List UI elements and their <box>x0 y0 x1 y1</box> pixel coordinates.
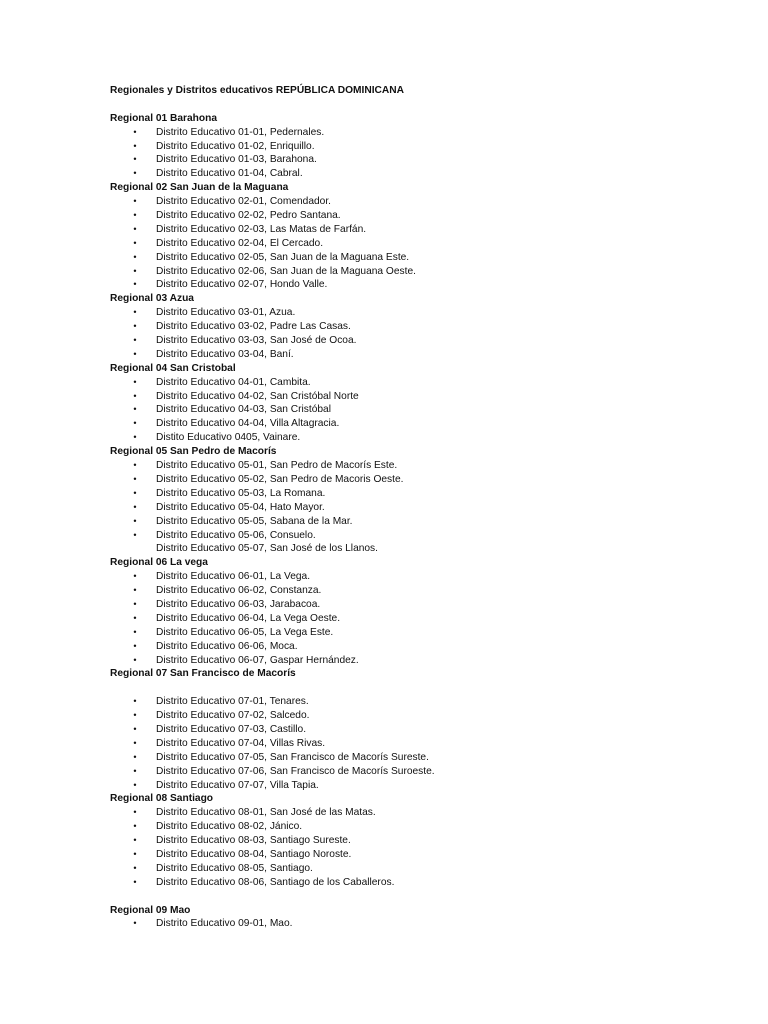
district-text: Distrito Educativo 05-03, La Romana. <box>156 487 326 499</box>
district-text: Distrito Educativo 02-06, San Juan de la Maguana Oeste. <box>156 265 416 277</box>
region-heading: Regional 03 Azua <box>110 293 194 305</box>
bullet-icon: • <box>133 779 137 790</box>
district-item <box>110 348 730 362</box>
district-item <box>110 695 730 709</box>
bullet-icon: • <box>133 404 137 415</box>
bullet-icon: • <box>133 529 137 540</box>
district-item <box>110 417 730 431</box>
bullet-icon: • <box>133 237 137 248</box>
district-item <box>110 195 730 209</box>
district-item <box>110 529 730 543</box>
district-item <box>110 487 730 501</box>
district-item <box>110 278 730 292</box>
district-item <box>110 612 730 626</box>
bullet-icon: • <box>133 737 137 748</box>
district-text: Distrito Educativo 06-05, La Vega Este. <box>156 626 334 638</box>
bullet-icon: • <box>133 460 137 471</box>
district-item <box>110 431 730 445</box>
district-text: Distrito Educativo 03-01, Azua. <box>156 307 296 319</box>
district-item <box>110 140 730 154</box>
district-text: Distrito Educativo 07-05, San Francisco de Macorís Sureste. <box>156 751 429 763</box>
bullet-icon: • <box>133 723 137 734</box>
bullet-icon: • <box>133 835 137 846</box>
district-text: Distrito Educativo 05-07, San José de los Llanos. <box>156 543 378 555</box>
bullet-icon: • <box>133 321 137 332</box>
district-item <box>110 167 730 181</box>
district-text: Distrito Educativo 08-05, Santiago. <box>156 862 313 874</box>
district-item <box>110 542 730 556</box>
bullet-icon: • <box>133 821 137 832</box>
district-text: Distrito Educativo 07-06, San Francisco de Macorís Suroeste. <box>156 765 435 777</box>
district-text: Distrito Educativo 02-04, El Cercado. <box>156 237 324 249</box>
region-heading: Regional 06 La vega <box>110 557 208 569</box>
district-item <box>110 862 730 876</box>
district-item <box>110 779 730 793</box>
bullet-icon: • <box>133 626 137 637</box>
district-text: Distrito Educativo 05-04, Hato Mayor. <box>156 501 325 513</box>
district-text: Distrito Educativo 03-04, Baní. <box>156 348 294 360</box>
bullet-icon: • <box>133 862 137 873</box>
district-item <box>110 765 730 779</box>
district-text: Distrito Educativo 04-03, San Cristóbal <box>156 404 331 416</box>
bullet-icon: • <box>133 251 137 262</box>
region-heading: Regional 01 Barahona <box>110 112 217 124</box>
bullet-icon: • <box>133 223 137 234</box>
district-text: Distrito Educativo 01-01, Pedernales. <box>156 126 325 138</box>
district-item <box>110 376 730 390</box>
spacer <box>110 98 730 112</box>
region-heading: Regional 07 San Francisco de Macorís <box>110 668 296 680</box>
district-text: Distrito Educativo 06-07, Gaspar Hernández. <box>156 654 359 666</box>
district-text: Distrito Educativo 06-04, La Vega Oeste. <box>156 612 341 624</box>
district-item <box>110 626 730 640</box>
bullet-icon: • <box>133 876 137 887</box>
bullet-icon: • <box>133 307 137 318</box>
bullet-icon: • <box>133 348 137 359</box>
district-item <box>110 153 730 167</box>
district-text: Distrito Educativo 06-02, Constanza. <box>156 585 322 597</box>
district-text: Distrito Educativo 06-06, Moca. <box>156 640 298 652</box>
district-text: Distrito Educativo 01-03, Barahona. <box>156 154 317 166</box>
district-item <box>110 403 730 417</box>
district-text: Distrito Educativo 03-02, Padre Las Casas. <box>156 321 351 333</box>
district-item <box>110 848 730 862</box>
district-text: Distrito Educativo 02-01, Comendador. <box>156 196 331 208</box>
regions-list <box>110 112 730 932</box>
district-item <box>110 834 730 848</box>
district-item <box>110 737 730 751</box>
bullet-icon: • <box>133 196 137 207</box>
bullet-icon: • <box>133 765 137 776</box>
district-text: Distrito Educativo 07-07, Villa Tapia. <box>156 779 319 791</box>
document-body <box>110 84 730 931</box>
district-item <box>110 709 730 723</box>
district-text: Distrito Educativo 02-03, Las Matas de Farfán. <box>156 223 367 235</box>
district-text: Distrito Educativo 07-04, Villas Rivas. <box>156 737 326 749</box>
district-text: Distrito Educativo 08-01, San José de las Matas. <box>156 807 376 819</box>
region-heading: Regional 02 San Juan de la Maguana <box>110 182 289 194</box>
bullet-icon: • <box>133 807 137 818</box>
district-item <box>110 598 730 612</box>
district-text: Distito Educativo 0405, Vainare. <box>156 432 301 444</box>
district-text: Distrito Educativo 08-02, Jánico. <box>156 821 303 833</box>
district-text: Distrito Educativo 02-05, San Juan de la Maguana Este. <box>156 251 410 263</box>
district-text: Distrito Educativo 01-02, Enriquillo. <box>156 140 315 152</box>
district-text: Distrito Educativo 07-01, Tenares. <box>156 696 309 708</box>
bullet-icon: • <box>133 654 137 665</box>
region-heading: Regional 04 San Cristobal <box>110 362 236 374</box>
bullet-icon: • <box>133 418 137 429</box>
district-text: Distrito Educativo 01-04, Cabral. <box>156 168 303 180</box>
district-text: Distrito Educativo 06-03, Jarabacoa. <box>156 598 321 610</box>
bullet-icon: • <box>133 376 137 387</box>
district-text: Distrito Educativo 04-04, Villa Altagracia. <box>156 418 340 430</box>
bullet-icon: • <box>133 585 137 596</box>
bullet-icon: • <box>133 265 137 276</box>
district-text: Distrito Educativo 04-01, Cambita. <box>156 376 311 388</box>
bullet-icon: • <box>133 432 137 443</box>
district-item <box>110 584 730 598</box>
district-text: Distrito Educativo 02-02, Pedro Santana. <box>156 210 341 222</box>
district-text: Distrito Educativo 06-01, La Vega. <box>156 571 311 583</box>
district-item <box>110 515 730 529</box>
district-item <box>110 459 730 473</box>
region-heading: Regional 08 Santiago <box>110 793 214 805</box>
district-text: Distrito Educativo 05-01, San Pedro de Macorís Este. <box>156 460 398 472</box>
bullet-icon: • <box>133 515 137 526</box>
district-item <box>110 306 730 320</box>
district-item <box>110 334 730 348</box>
document-title: Regionales y Distritos educativos REPÚBLICA DOMINICANA <box>110 85 404 96</box>
bullet-icon: • <box>133 918 137 929</box>
bullet-icon: • <box>133 487 137 498</box>
district-item <box>110 723 730 737</box>
district-text: Distrito Educativo 08-04, Santiago Noroste. <box>156 848 352 860</box>
district-item <box>110 223 730 237</box>
district-item <box>110 654 730 668</box>
bullet-icon: • <box>133 710 137 721</box>
bullet-icon: • <box>133 279 137 290</box>
district-text: Distrito Educativo 02-07, Hondo Valle. <box>156 279 328 291</box>
district-item <box>110 501 730 515</box>
bullet-icon: • <box>133 848 137 859</box>
district-text: Distrito Educativo 05-05, Sabana de la Mar. <box>156 515 353 527</box>
bullet-icon: • <box>133 501 137 512</box>
district-item <box>110 751 730 765</box>
district-text: Distrito Educativo 07-03, Castillo. <box>156 723 307 735</box>
district-item <box>110 806 730 820</box>
district-item <box>110 209 730 223</box>
district-text: Distrito Educativo 08-03, Santiago Sureste. <box>156 835 351 847</box>
bullet-icon: • <box>133 571 137 582</box>
district-item <box>110 126 730 140</box>
bullet-icon: • <box>133 751 137 762</box>
district-item <box>110 251 730 265</box>
bullet-icon: • <box>133 640 137 651</box>
bullet-icon: • <box>133 473 137 484</box>
spacer <box>110 890 730 904</box>
district-item <box>110 820 730 834</box>
district-item <box>110 237 730 251</box>
bullet-icon: • <box>133 612 137 623</box>
district-item <box>110 320 730 334</box>
bullet-icon: • <box>133 335 137 346</box>
region-heading: Regional 09 Mao <box>110 904 191 916</box>
district-text: Distrito Educativo 04-02, San Cristóbal Norte <box>156 390 359 402</box>
district-text: Distrito Educativo 05-02, San Pedro de Macoris Oeste. <box>156 473 404 485</box>
bullet-icon: • <box>133 154 137 165</box>
bullet-icon: • <box>133 210 137 221</box>
district-item <box>110 390 730 404</box>
bullet-icon: • <box>133 140 137 151</box>
district-text: Distrito Educativo 08-06, Santiago de los Caballeros. <box>156 876 395 888</box>
district-item <box>110 876 730 890</box>
spacer <box>110 681 730 695</box>
bullet-icon: • <box>133 126 137 137</box>
district-text: Distrito Educativo 07-02, Salcedo. <box>156 710 310 722</box>
district-item <box>110 473 730 487</box>
district-text: Distrito Educativo 03-03, San José de Ocoa. <box>156 335 357 347</box>
district-item <box>110 917 730 931</box>
district-text: Distrito Educativo 05-06, Consuelo. <box>156 529 316 541</box>
district-text: Distrito Educativo 09-01, Mao. <box>156 918 293 930</box>
bullet-icon: • <box>133 598 137 609</box>
bullet-icon: • <box>133 390 137 401</box>
district-item <box>110 640 730 654</box>
district-item <box>110 570 730 584</box>
bullet-icon: • <box>133 696 137 707</box>
region-heading: Regional 05 San Pedro de Macorís <box>110 446 277 458</box>
district-item <box>110 265 730 279</box>
bullet-icon: • <box>133 168 137 179</box>
